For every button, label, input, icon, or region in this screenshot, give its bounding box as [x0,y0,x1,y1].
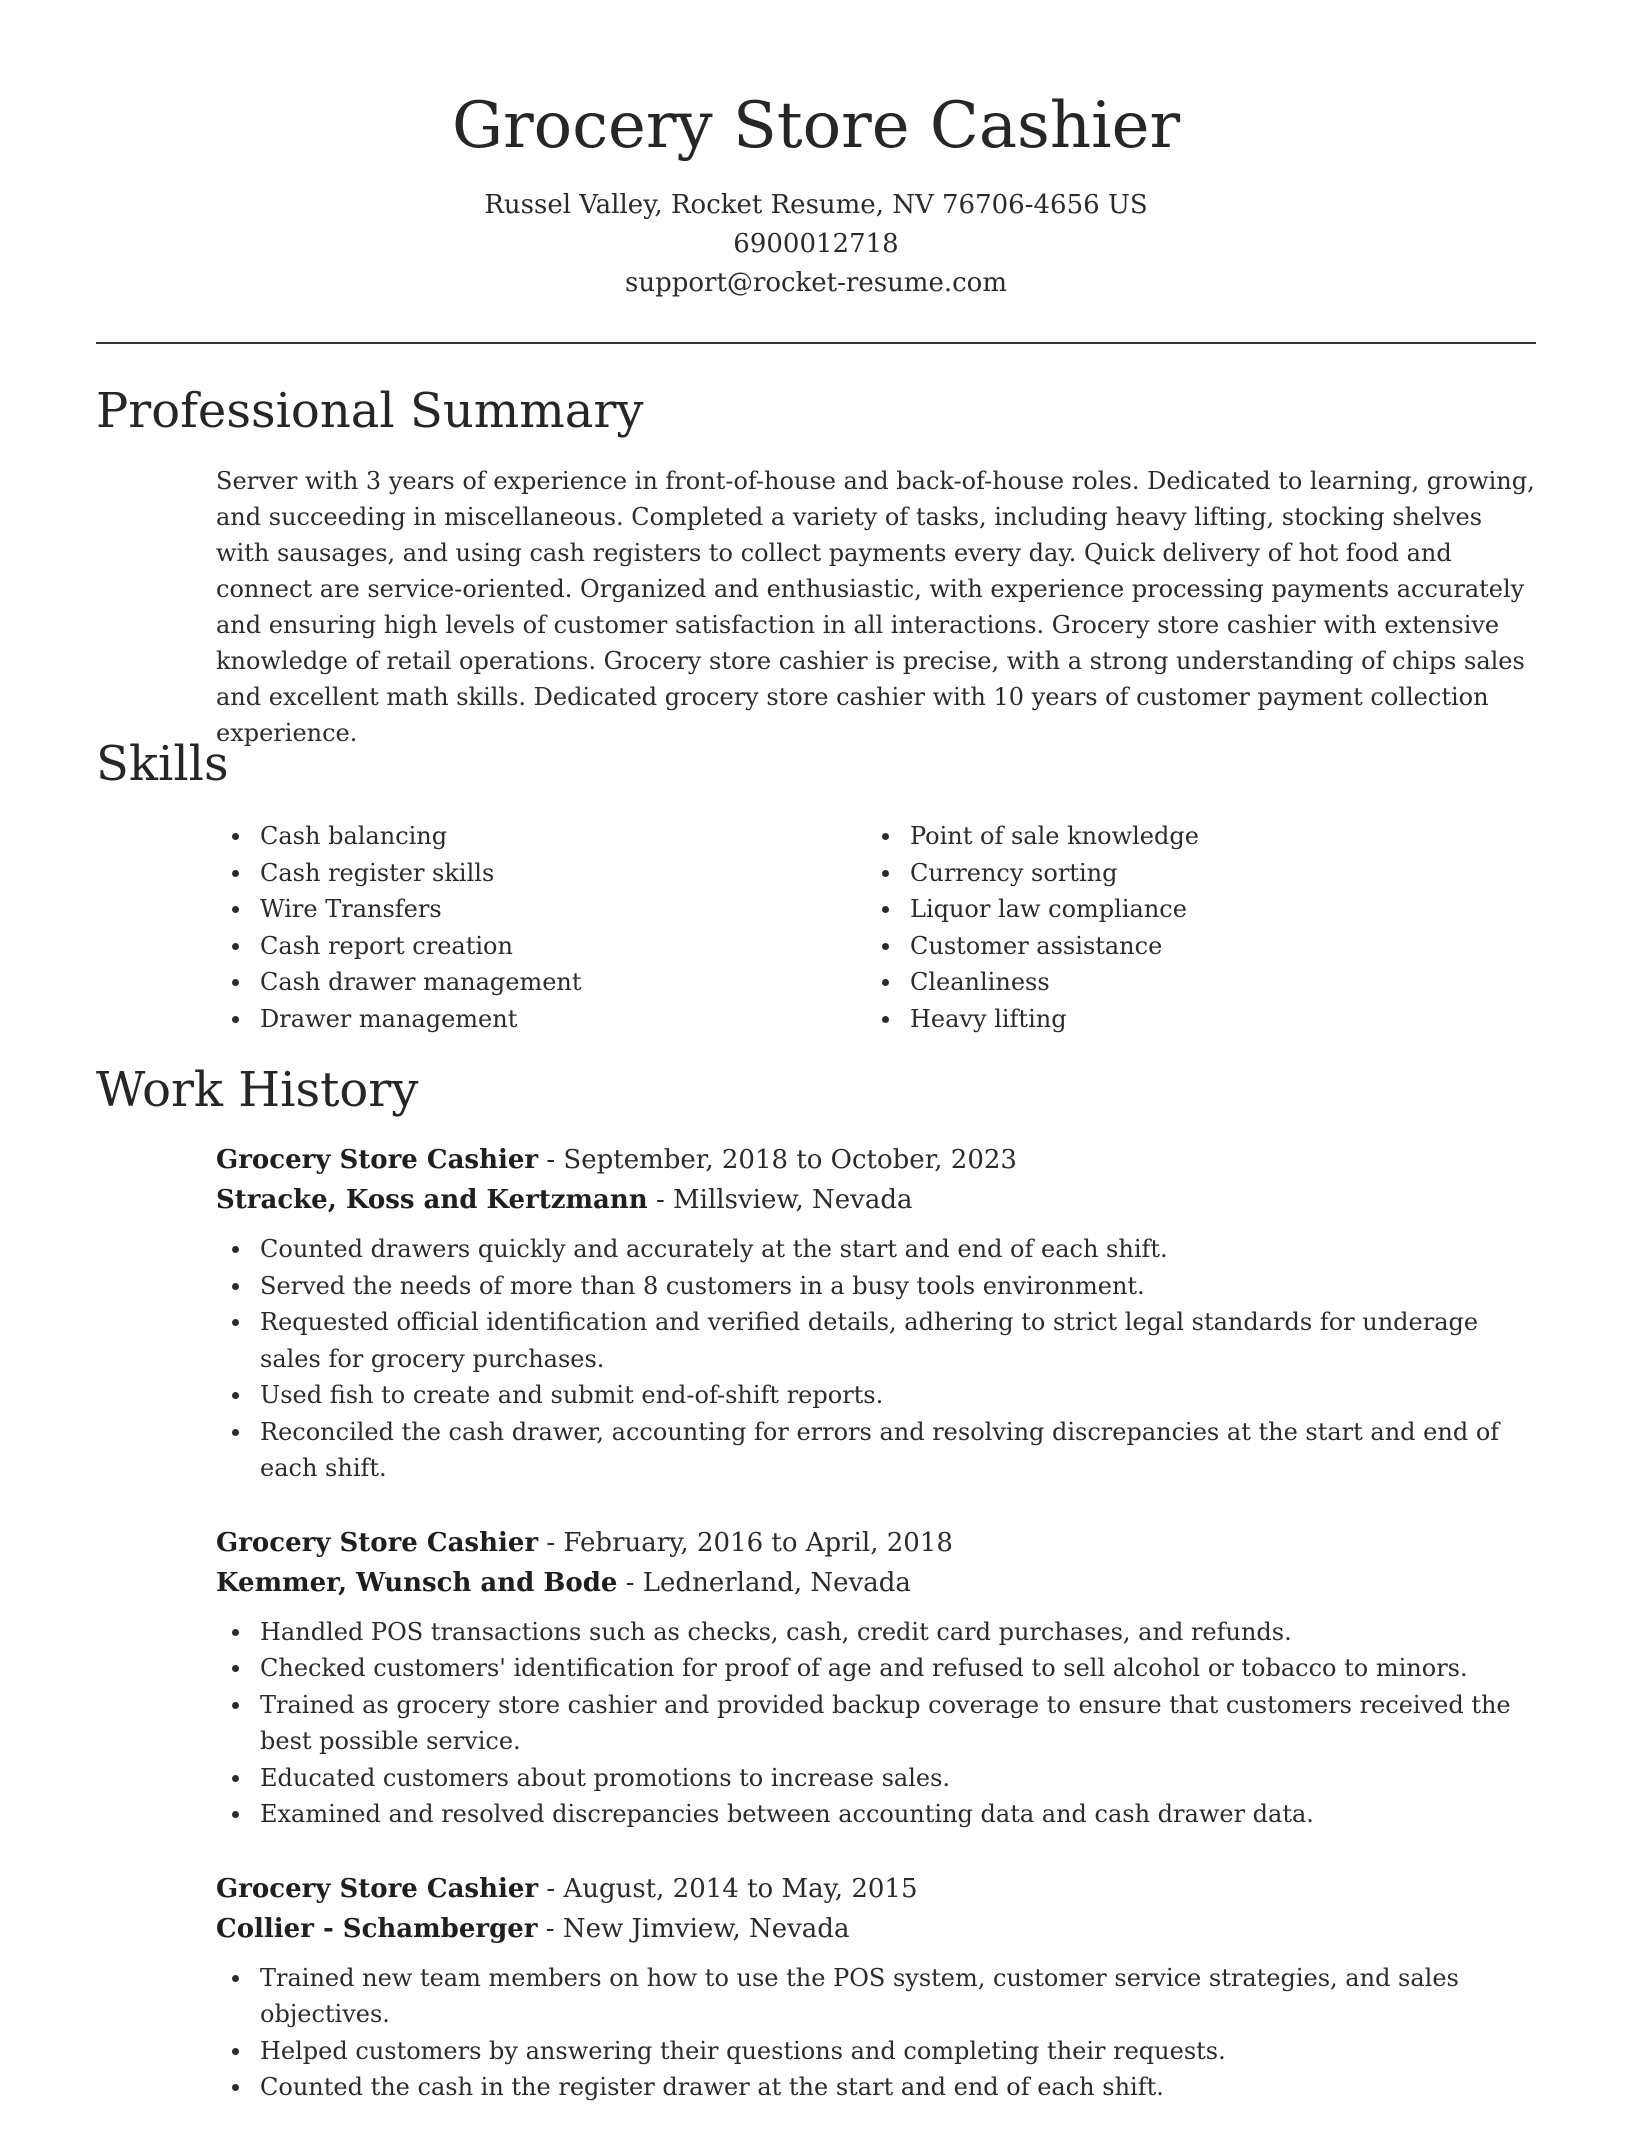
bullet-text: Counted drawers quickly and accurately at the start and end of each shift. [260,1235,1168,1263]
skills-heading: Skills [96,736,229,792]
bullet-dot [232,1319,239,1326]
job-bullets [216,1960,1538,2106]
bullet-dot [232,979,239,986]
job-bullet [216,1687,1538,1760]
skill-item [216,964,866,1001]
bullet-dot [882,1016,889,1023]
skills-columns [216,818,1536,1037]
bullet-text: Used fish to create and submit end-of-shift reports. [260,1381,884,1409]
bullet-dot [232,943,239,950]
bullet-text: Liquor law compliance [910,895,1187,923]
bullet-dot [232,2048,239,2055]
skill-item [866,818,1516,855]
bullet-dot [232,1392,239,1399]
job-entry [216,1523,1538,1833]
bullet-dot [882,870,889,877]
bullet-text: Reconciled the cash drawer, accounting for errors and resolving discrepancies at the start and end of each shift. [260,1417,1500,1482]
separator: - [647,1185,674,1215]
bullet-dot [232,1811,239,1818]
bullet-text: Handled POS transactions such as checks, cash, credit card purchases, and refunds. [260,1617,1292,1646]
job-bullet [216,1960,1538,2033]
job-company: Kemmer, Wunsch and Bode [216,1567,618,1598]
bullet-text: Trained new team members on how to use the POS system, customer service strategies, and sales objectives. [260,1963,1459,2028]
bullet-dot [882,979,889,986]
bullet-dot [232,1665,239,1672]
bullet-dot [882,943,889,950]
skill-item [866,928,1516,965]
bullet-dot [232,906,239,913]
job-dates: September, 2018 to October, 2023 [563,1145,1017,1175]
contact-address: Russel Valley, Rocket Resume, NV 76706-4656 US [484,190,1148,220]
job-bullet [216,1377,1538,1414]
job-title: Grocery Store Cashier [216,1527,539,1558]
contact-phone: 6900012718 [733,229,899,259]
skills-list-left [216,818,866,1037]
skill-item [866,964,1516,1001]
job-dates: February, 2016 to April, 2018 [563,1527,953,1558]
bullet-text: Drawer management [260,1004,518,1033]
bullet-dot [232,2084,239,2091]
job-bullet [216,2033,1538,2070]
bullet-text: Examined and resolved discrepancies between accounting data and cash drawer data. [260,1800,1314,1828]
bullet-text: Requested official identification and verified details, adhering to strict legal standards for underage sales for grocery purchases. [260,1308,1479,1373]
job-dates: August, 2014 to May, 2015 [563,1873,918,1904]
separator: - [537,1913,563,1944]
bullet-text: Counted the cash in the register drawer at the start and end of each shift. [260,2073,1164,2101]
bullet-text: Cash report creation [260,931,513,960]
bullet-text: Trained as grocery store cashier and provided backup coverage to ensure that customers received the best possible service. [260,1690,1511,1755]
job-bullet [216,1268,1538,1305]
job-bullets [216,1231,1538,1487]
bullet-text: Checked customers' identification for proof of age and refused to sell alcohol or tobacco to minors. [260,1654,1468,1682]
bullet-dot [232,833,239,840]
job-company: Collier - Schamberger [216,1913,538,1944]
skill-item [216,891,866,928]
job-title-line [216,1523,1538,1563]
bullet-dot [882,833,889,840]
job-entry [216,1869,1538,2106]
job-bullet [216,1796,1538,1833]
skill-item [216,1001,866,1038]
skill-item [866,1001,1516,1038]
separator: - [617,1567,643,1598]
bullet-dot [232,1016,239,1023]
contact-block [0,186,1632,303]
bullet-text: Educated customers about promotions to increase sales. [260,1763,951,1792]
bullet-dot [232,1702,239,1709]
bullet-text: Served the needs of more than 8 customers in a busy tools environment. [260,1271,1145,1300]
job-bullet [216,1231,1538,1268]
separator: - [538,1145,564,1175]
job-title: Grocery Store Cashier [216,1873,539,1904]
header-divider [96,342,1536,344]
skill-item [216,855,866,892]
job-company: Stracke, Koss and Kertzmann [216,1185,648,1215]
bullet-text: Helped customers by answering their questions and completing their requests. [260,2036,1226,2065]
job-bullet [216,1650,1538,1687]
job-location: Millsview, Nevada [673,1185,913,1215]
bullet-text: Cash register skills [260,858,495,887]
bullet-dot [232,1975,239,1982]
work-history-list [216,1140,1538,2142]
bullet-dot [232,870,239,877]
job-bullet [216,1414,1538,1487]
job-bullet [216,2069,1538,2106]
bullet-dot [232,1283,239,1290]
job-bullet [216,1614,1538,1651]
bullet-text: Currency sorting [910,858,1118,887]
work-heading: Work History [96,1062,419,1118]
job-bullets [216,1614,1538,1833]
bullet-text: Point of sale knowledge [910,822,1199,850]
job-bullet [216,1304,1538,1377]
job-title-line [216,1869,1538,1909]
bullet-dot [232,1629,239,1636]
skill-item [216,928,866,965]
job-location: Lednerland, Nevada [642,1567,911,1598]
resume-header [0,0,1632,303]
skills-column-right [866,818,1516,1037]
job-title: Grocery Store Cashier [216,1145,539,1175]
contact-email: support@rocket-resume.com [624,268,1007,298]
resume-title: Grocery Store Cashier [451,89,1181,163]
job-company-line [216,1909,1538,1949]
job-company-line [216,1563,1538,1603]
bullet-dot [232,1429,239,1436]
bullet-text: Cleanliness [910,968,1050,996]
separator: - [538,1527,564,1558]
job-title-line [216,1140,1538,1180]
summary-text: Server with 3 years of experience in front-of-house and back-of-house roles. Dedicated to learning, growing, and succeeding in miscellaneous. Completed a variety of tasks, including heavy lifting, stocking shelves with sausages, and using cash registers to collect payments every day. Quick delivery of hot food and connect are service-oriented. Organized and enthusiastic, with experience processing payments accurately and ensuring high levels of customer satisfaction in all interactions. Grocery store cashier with extensive knowledge of retail operations. Grocery store cashier is precise, with a strong understanding of chips sales and excellent math skills. Dedicated grocery store cashier with 10 years of customer payment collection experience. [216,467,1535,747]
bullet-text: Cash balancing [260,822,448,850]
job-entry [216,1140,1538,1487]
bullet-text: Wire Transfers [260,895,442,923]
bullet-dot [232,1246,239,1253]
bullet-text: Customer assistance [910,931,1163,960]
skills-list-right [866,818,1516,1037]
job-location: New Jimview, Nevada [562,1913,850,1944]
job-company-line [216,1180,1538,1220]
bullet-text: Heavy lifting [910,1004,1067,1033]
bullet-text: Cash drawer management [260,968,582,996]
bullet-dot [232,1775,239,1782]
job-bullet [216,1760,1538,1797]
separator: - [538,1873,564,1904]
skills-column-left [216,818,866,1037]
skill-item [216,818,866,855]
summary-heading: Professional Summary [96,383,644,439]
skill-item [866,855,1516,892]
skill-item [866,891,1516,928]
bullet-dot [882,906,889,913]
